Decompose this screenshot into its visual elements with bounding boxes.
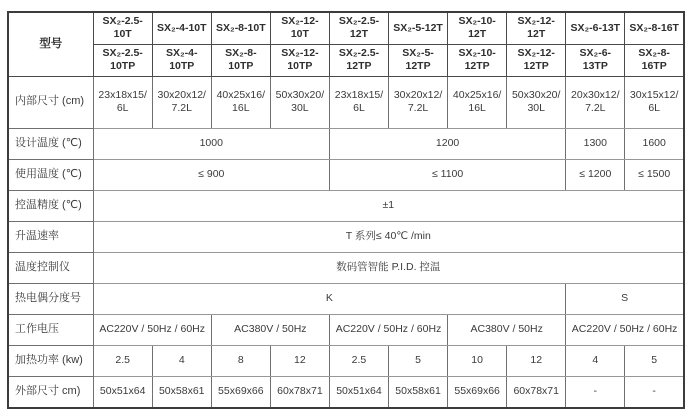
value-cell: K — [93, 283, 566, 314]
value-cell: 30x20x12/ 7.2L — [152, 76, 211, 128]
row-outer-size — [8, 376, 684, 408]
model-t-cell: SX₂-6-13T — [566, 12, 625, 44]
model-tp-cell: SX₂-8-10TP — [211, 44, 270, 76]
value-cell: 10 — [448, 345, 507, 376]
value-cell: ≤ 1100 — [329, 159, 565, 190]
value-cell: AC380V / 50Hz — [448, 314, 566, 345]
value-cell: ±1 — [93, 190, 684, 221]
value-cell: 12 — [507, 345, 566, 376]
model-t-cell: SX₂-4-10T — [152, 12, 211, 44]
value-cell: 1300 — [566, 128, 625, 159]
row-label-power: 加热功率 (kw) — [8, 345, 93, 376]
row-label-thermocouple: 热电偶分度号 — [8, 283, 93, 314]
value-cell: ≤ 900 — [93, 159, 329, 190]
value-cell: 55x69x66 — [211, 376, 270, 408]
value-cell: 50x30x20/ 30L — [270, 76, 329, 128]
model-t-cell: SX₂-8-16T — [625, 12, 684, 44]
model-t-cell: SX₂-10-12T — [448, 12, 507, 44]
row-thermocouple — [8, 283, 684, 314]
model-t-cell: SX₂-12-12T — [507, 12, 566, 44]
model-tp-cell: SX₂-8-16TP — [625, 44, 684, 76]
row-label-voltage: 工作电压 — [8, 314, 93, 345]
value-cell: 55x69x66 — [448, 376, 507, 408]
row-controller — [8, 252, 684, 283]
model-t-cell: SX₂-2.5-10T — [93, 12, 152, 44]
model-t-cell: SX₂-8-10T — [211, 12, 270, 44]
value-cell: 8 — [211, 345, 270, 376]
value-cell: AC220V / 50Hz / 60Hz — [93, 314, 211, 345]
spec-table — [7, 11, 685, 409]
model-t-cell: SX₂-5-12T — [389, 12, 448, 44]
row-label-controller: 温度控制仪 — [8, 252, 93, 283]
value-cell: 1200 — [329, 128, 565, 159]
value-cell: 50x30x20/ 30L — [507, 76, 566, 128]
model-row-tp — [8, 44, 684, 76]
row-label-design-temp: 设计温度 (℃) — [8, 128, 93, 159]
model-t-cell: SX₂-2.5-12T — [329, 12, 388, 44]
value-cell: 40x25x16/ 16L — [211, 76, 270, 128]
row-label-accuracy: 控温精度 (℃) — [8, 190, 93, 221]
row-label-outer-size: 外部尺寸 cm) — [8, 376, 93, 408]
row-power — [8, 345, 684, 376]
value-cell: 23x18x15/ 6L — [329, 76, 388, 128]
row-heating-rate — [8, 221, 684, 252]
value-cell: 50x58x61 — [152, 376, 211, 408]
value-cell: 50x51x64 — [93, 376, 152, 408]
value-cell: S — [566, 283, 684, 314]
value-cell: 5 — [389, 345, 448, 376]
value-cell: 4 — [152, 345, 211, 376]
value-cell: ≤ 1200 — [566, 159, 625, 190]
model-tp-cell: SX₂-2.5-10TP — [93, 44, 152, 76]
value-cell: T 系列≤ 40℃ /min — [93, 221, 684, 252]
row-label-working-temp: 使用温度 (℃) — [8, 159, 93, 190]
model-tp-cell: SX₂-12-10TP — [270, 44, 329, 76]
value-cell: 4 — [566, 345, 625, 376]
model-tp-cell: SX₂-2.5-12TP — [329, 44, 388, 76]
model-t-cell: SX₂-12-10T — [270, 12, 329, 44]
value-cell: 30x15x12/ 6L — [625, 76, 684, 128]
value-cell: 1000 — [93, 128, 329, 159]
model-tp-cell: SX₂-5-12TP — [389, 44, 448, 76]
row-working-temp — [8, 159, 684, 190]
value-cell: 50x51x64 — [329, 376, 388, 408]
value-cell: 5 — [625, 345, 684, 376]
row-inner-size — [8, 76, 684, 128]
value-cell: - — [566, 376, 625, 408]
value-cell: 12 — [270, 345, 329, 376]
value-cell: 40x25x16/ 16L — [448, 76, 507, 128]
value-cell: AC220V / 50Hz / 60Hz — [566, 314, 684, 345]
row-voltage — [8, 314, 684, 345]
row-label-inner-size: 内部尺寸 (cm) — [8, 76, 93, 128]
value-cell: 30x20x12/ 7.2L — [389, 76, 448, 128]
value-cell: AC380V / 50Hz — [211, 314, 329, 345]
model-tp-cell: SX₂-12-12TP — [507, 44, 566, 76]
value-cell: 1600 — [625, 128, 684, 159]
value-cell: 数码管智能 P.I.D. 控温 — [93, 252, 684, 283]
value-cell: 2.5 — [329, 345, 388, 376]
model-tp-cell: SX₂-10-12TP — [448, 44, 507, 76]
model-header-label: 型号 — [8, 12, 93, 76]
model-tp-cell: SX₂-6-13TP — [566, 44, 625, 76]
row-accuracy — [8, 190, 684, 221]
value-cell: 50x58x61 — [389, 376, 448, 408]
model-row-t — [8, 12, 684, 44]
value-cell: 2.5 — [93, 345, 152, 376]
row-label-heating-rate: 升温速率 — [8, 221, 93, 252]
value-cell: 20x30x12/ 7.2L — [566, 76, 625, 128]
value-cell: ≤ 1500 — [625, 159, 684, 190]
row-design-temp — [8, 128, 684, 159]
value-cell: 60x78x71 — [507, 376, 566, 408]
model-tp-cell: SX₂-4-10TP — [152, 44, 211, 76]
value-cell: 60x78x71 — [270, 376, 329, 408]
value-cell: - — [625, 376, 684, 408]
value-cell: AC220V / 50Hz / 60Hz — [329, 314, 447, 345]
value-cell: 23x18x15/ 6L — [93, 76, 152, 128]
